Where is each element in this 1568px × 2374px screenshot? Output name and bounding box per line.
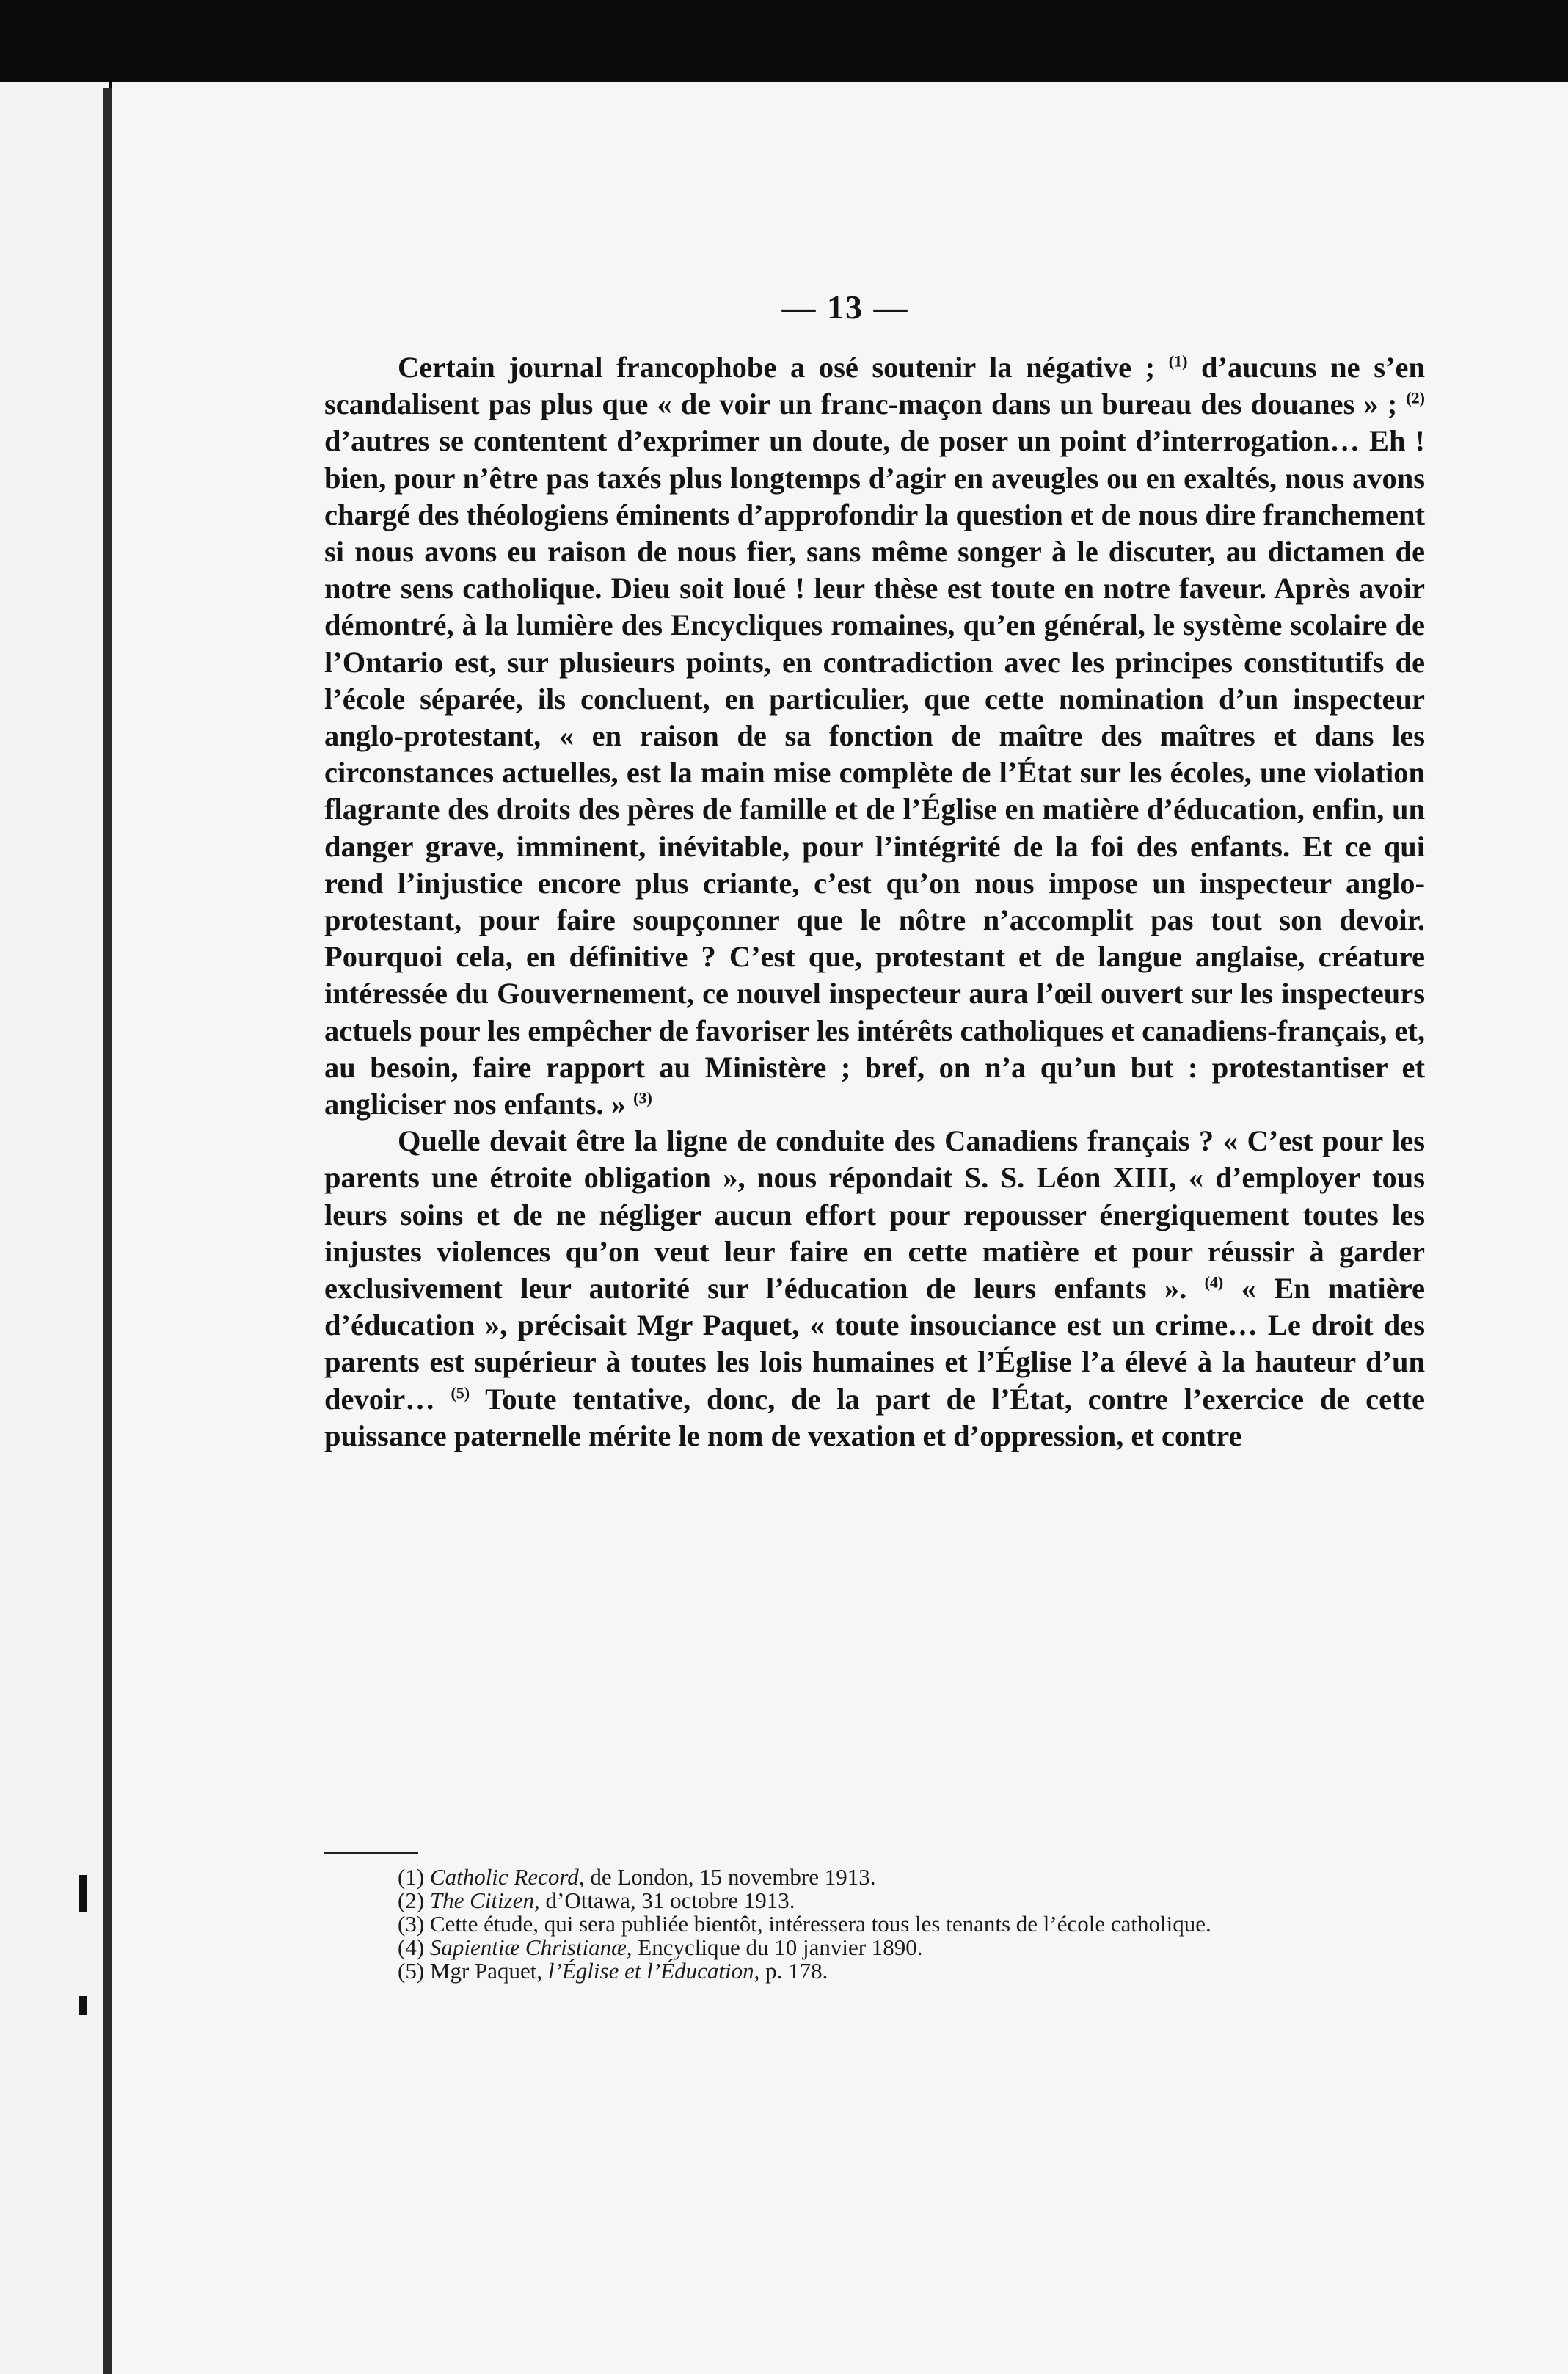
text-run: Quelle devait être la ligne de conduite des Canadiens français ? « C’est pour les parents une étroite obligation », nous répondait S. S. Léon XIII, « d’employer tous leurs soins et de ne négliger aucun effort pour repousser énergiquement toutes les injustes violences qu’on veut leur faire en cette matière et pour réussir à garder exclusivement leur autorité sur l’éducation de leurs enfants ». xyxy=(324,1124,1425,1306)
footnote-ref: (2) xyxy=(1406,388,1425,407)
footnote-number: (2) xyxy=(398,1887,425,1913)
footnote-ref: (3) xyxy=(633,1088,652,1107)
text-run: Certain journal francophobe a osé soutenir la négative ; xyxy=(398,351,1169,384)
facing-page-edge xyxy=(0,82,109,2374)
binding-mark xyxy=(79,1996,87,2015)
text-run: « En matière d’éducation », précisait Mgr Paquet, « toute insouciance est un crime… Le droit des parents est supérieur à toutes les lois humaines et l’Église l’a élevé à la hauteur d’un devoir… xyxy=(324,1272,1425,1416)
footnote-text: , d’Ottawa, 31 octobre 1913. xyxy=(534,1887,795,1913)
book-page xyxy=(112,82,1568,2374)
footnote xyxy=(324,1959,1425,1983)
footnote-number: (3) xyxy=(398,1911,425,1937)
footnote-title: Catholic Record xyxy=(429,1864,579,1890)
footnote-separator xyxy=(324,1852,418,1854)
text-run: d’aucuns ne s’en scandalisent pas plus que « de voir un franc-maçon dans un bureau des douanes » ; xyxy=(324,351,1425,421)
paragraph xyxy=(324,349,1425,1123)
footnote xyxy=(324,1865,1425,1889)
body-text xyxy=(324,349,1425,1454)
footnote-text: Mgr Paquet, xyxy=(429,1958,548,1984)
page-number: — 13 — xyxy=(781,288,909,326)
footnote-ref: (4) xyxy=(1204,1272,1224,1292)
footnote-ref: (1) xyxy=(1168,352,1188,371)
paragraph xyxy=(324,1123,1425,1454)
footnote xyxy=(324,1936,1425,1959)
footnote-text: , Encyclique du 10 janvier 1890. xyxy=(626,1934,923,1960)
footnote-title: Sapientiæ Christianæ xyxy=(429,1934,627,1960)
footnote-number: (1) xyxy=(398,1864,425,1890)
text-run: Toute tentative, donc, de la part de l’État, contre l’exercice de cette puissance paternelle mérite le nom de vexation et d’oppression, et contre xyxy=(324,1382,1425,1452)
binding-mark xyxy=(79,1875,87,1912)
footnote-text: Cette étude, qui sera publiée bientôt, intéressera tous les tenants de l’école catholique. xyxy=(429,1911,1211,1937)
footnote-text: , de London, 15 novembre 1913. xyxy=(578,1864,876,1890)
footnotes xyxy=(324,1865,1425,1983)
footnote-number: (4) xyxy=(398,1934,425,1960)
footnote xyxy=(324,1912,1425,1936)
footnote-title: l’Église et l’Éducation xyxy=(547,1958,754,1984)
footnote-title: The Citizen xyxy=(429,1887,534,1913)
binding-shadow xyxy=(103,88,112,2374)
footnote-text: , p. 178. xyxy=(754,1958,828,1984)
text-run: d’autres se contentent d’exprimer un doute, de poser un point d’interrogation… Eh ! bien, pour n’être pas taxés plus longtemps d’agir en aveugles ou en exaltés, nous avons chargé des théologiens éminents d’approfondir la question et de nous dire franchement si nous avons eu raison de nous fier, sans même songer à le discuter, au dictamen de notre sens catholique. Dieu soit loué ! leur thèse est toute en notre faveur. Après avoir démontré, à la lumière des Encycliques romaines, qu’en général, le système scolaire de l’Ontario est, sur plusieurs points, en contradiction avec les principes constitutifs de l’école séparée, ils concluent, en particulier, que cette nomination d’un inspecteur anglo-protestant, « en raison de sa fonction de maître des maîtres et dans les circonstances actuelles, est la main mise complète de l’État sur les écoles, une violation flagrante des droits des pères de famille et de l’Église en matière d’éducation, enfin, un danger grave, imminent, inévitable, pour l’intégrité de la foi des enfants. Et ce qui rend l’injustice encore plus criante, c’est qu’on nous impose un inspecteur anglo-protestant, pour faire soupçonner que le nôtre n’accomplit pas tout son devoir. Pourquoi cela, en définitive ? C’est que, protestant et de langue anglaise, créature intéressée du Gouvernement, ce nouvel inspecteur aura l’œil ouvert sur les inspecteurs actuels pour les empêcher de favoriser les intérêts catholiques et canadiens-français, et, au besoin, faire rapport au Ministère ; bref, on n’a qu’un but : protestantiser et angliciser nos enfants. » xyxy=(324,424,1425,1121)
footnote-ref: (5) xyxy=(451,1383,470,1402)
footnote-number: (5) xyxy=(398,1958,425,1984)
footnote xyxy=(324,1889,1425,1912)
